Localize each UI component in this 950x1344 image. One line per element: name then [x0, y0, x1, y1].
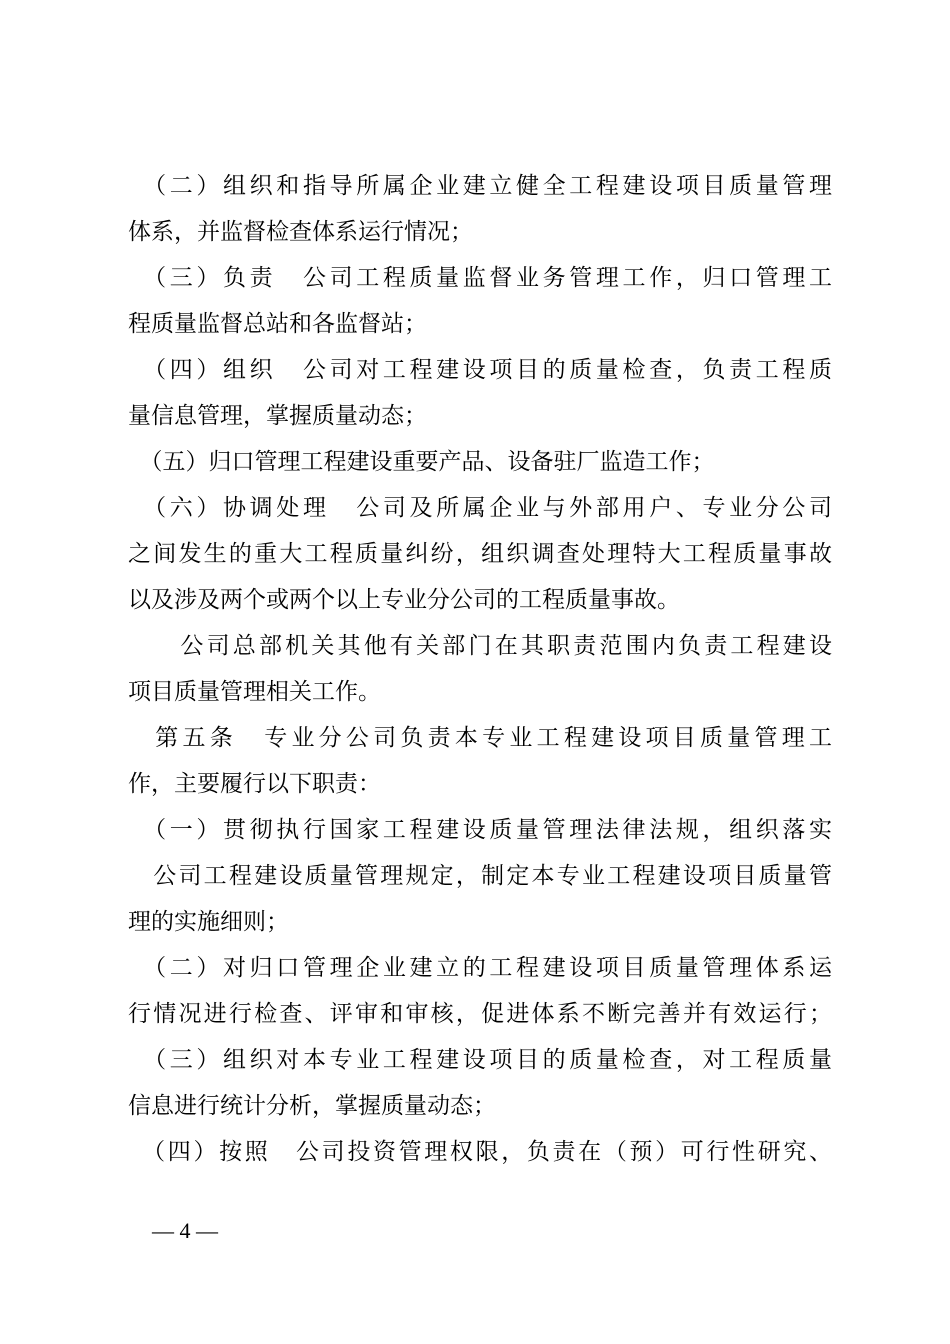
text-line: 行情况进行检查、评审和审核，促进体系不断完善并有效运行； [128, 1001, 832, 1027]
text-line: 第五条 专业分公司负责本专业工程建设项目质量管理工 [128, 725, 832, 751]
text-line: 公司工程建设质量管理规定，制定本专业工程建设项目质量管 [128, 863, 832, 889]
text-line: （三）负责 公司工程质量监督业务管理工作，归口管理工 [128, 265, 832, 291]
text-line: 程质量监督总站和各监督站； [128, 311, 427, 337]
text-line: 量信息管理，掌握质量动态； [128, 403, 427, 429]
text-line: 以及涉及两个或两个以上专业分公司的工程质量事故。 [128, 587, 680, 613]
text-line: 之间发生的重大工程质量纠纷，组织调查处理特大工程质量事故 [128, 541, 832, 567]
text-line: （三）组织对本专业工程建设项目的质量检查，对工程质量 [128, 1047, 832, 1073]
text-line: （二）对归口管理企业建立的工程建设项目质量管理体系运 [128, 955, 832, 981]
text-line: （一）贯彻执行国家工程建设质量管理法律法规，组织落实 [128, 817, 832, 843]
text-line: 信息进行统计分析，掌握质量动态； [128, 1093, 496, 1119]
text-line: （四）组织 公司对工程建设项目的质量检查，负责工程质 [128, 357, 832, 383]
text-line: （六）协调处理 公司及所属企业与外部用户、专业分公司 [128, 495, 832, 521]
text-line: （四）按照 公司投资管理权限，负责在（预）可行性研究、 [128, 1139, 832, 1165]
text-line: 公司总部机关其他有关部门在其职责范围内负责工程建设 [128, 633, 832, 659]
text-line: 项目质量管理相关工作。 [128, 679, 381, 705]
text-line: 作，主要履行以下职责： [128, 771, 381, 797]
text-line: 理的实施细则； [128, 909, 289, 935]
text-line: （五）归口管理工程建设重要产品、设备驻厂监造工作； [128, 449, 715, 475]
text-line: （二）组织和指导所属企业建立健全工程建设项目质量管理 [128, 173, 832, 199]
text-line: 体系，并监督检查体系运行情况； [128, 219, 473, 245]
page-number: — 4 — [152, 1218, 218, 1243]
